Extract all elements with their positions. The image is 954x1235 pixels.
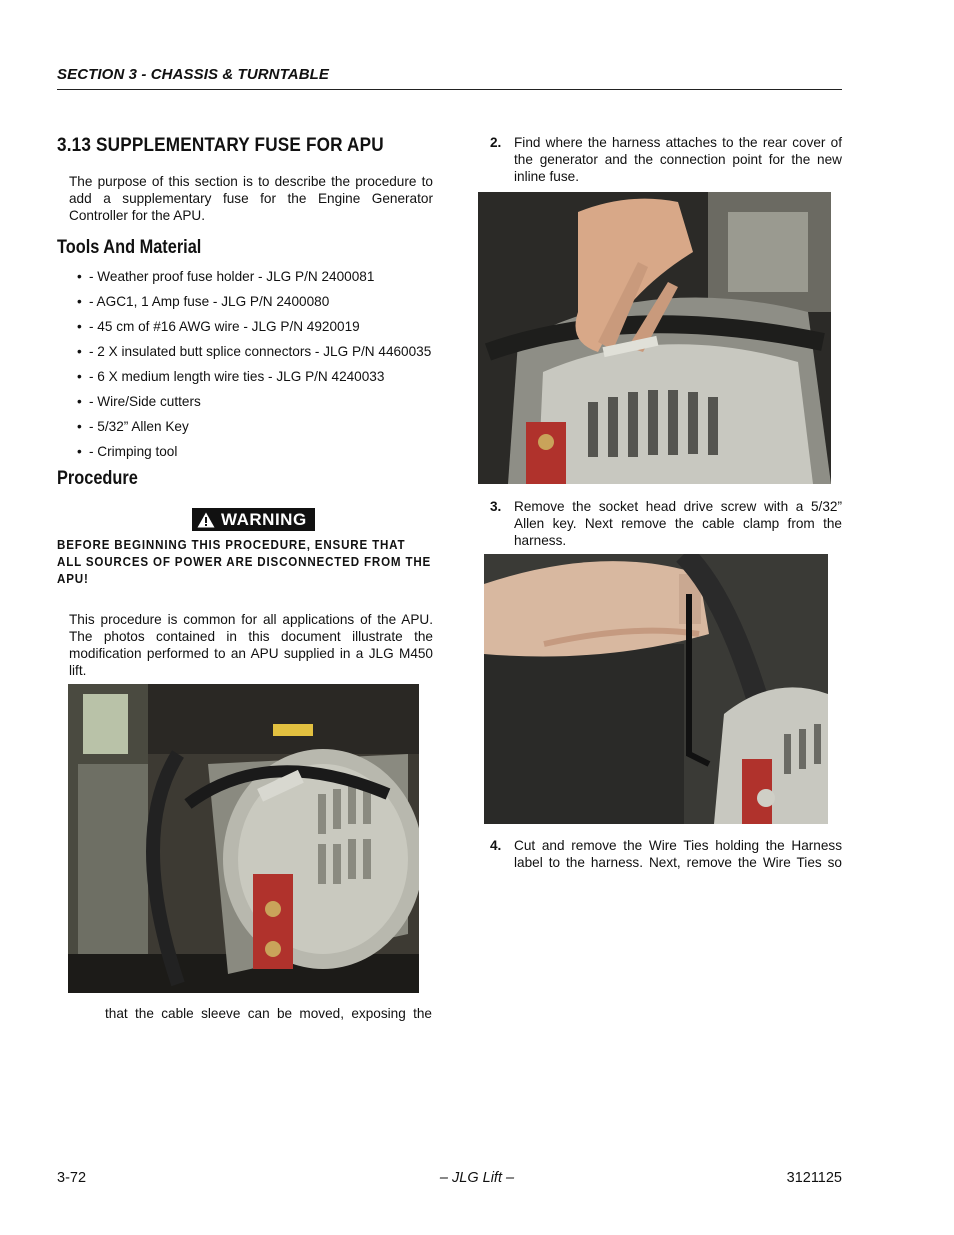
harness-attachment-photo-image xyxy=(478,192,831,484)
step-text: Cut and remove the Wire Ties holding the Harness label to the harness. Next, remove the Wire Ties so xyxy=(514,838,842,870)
list-item: • - 2 X insulated butt splice connectors - JLG P/N 4460035 xyxy=(77,343,433,360)
apu-rear-photo-image xyxy=(68,684,419,993)
photo-apu-rear xyxy=(68,684,419,993)
procedure-heading: Procedure xyxy=(57,468,138,489)
section-title: 3.13 SUPPLEMENTARY FUSE FOR APU xyxy=(57,134,384,156)
step-2 xyxy=(478,134,842,185)
continuation-text: that the cable sleeve can be moved, exposing the xyxy=(105,1006,432,1021)
list-item: • - Wire/Side cutters xyxy=(77,393,433,410)
list-item: • - AGC1, 1 Amp fuse - JLG P/N 2400080 xyxy=(77,293,433,310)
header-divider xyxy=(57,89,842,90)
warning-box xyxy=(57,508,433,533)
step-text: Remove the socket head drive screw with a 5/32” Allen key. Next remove the cable clamp from the harness. xyxy=(514,499,842,548)
allen-key-photo-image xyxy=(484,554,828,824)
step-4-block xyxy=(478,837,842,871)
warning-badge xyxy=(192,508,315,531)
right-column xyxy=(478,134,842,185)
intro-paragraph: The purpose of this section is to describe the procedure to add a supplementary fuse for the Engine Generator Controller for the APU. xyxy=(69,174,433,223)
warning-text: BEFORE BEGINNING THIS PROCEDURE, ENSURE THAT ALL SOURCES OF POWER ARE DISCONNECTED FROM THE APU! xyxy=(57,537,432,586)
step-number: 3. xyxy=(490,499,502,514)
tools-heading: Tools And Material xyxy=(57,237,202,258)
step-3 xyxy=(478,498,842,549)
list-item: • - Weather proof fuse holder - JLG P/N 2400081 xyxy=(77,268,433,285)
list-item: • - 6 X medium length wire ties - JLG P/N 4240033 xyxy=(77,368,433,385)
step-text: Find where the harness attaches to the rear cover of the generator and the connection point for the new inline fuse. xyxy=(514,135,842,184)
section-header: SECTION 3 - CHASSIS & TURNTABLE xyxy=(57,66,330,83)
photo-harness-attachment xyxy=(478,192,831,484)
step-3-block xyxy=(478,498,842,549)
warning-label: WARNING xyxy=(221,509,307,529)
tools-list xyxy=(57,268,433,460)
page-number: 3-72 xyxy=(57,1170,87,1186)
list-item: • - Crimping tool xyxy=(77,443,433,460)
list-item: • - 45 cm of #16 AWG wire - JLG P/N 4920019 xyxy=(77,318,433,335)
document-number: 3121125 xyxy=(786,1170,842,1186)
step-4 xyxy=(478,837,842,871)
photo-allen-key xyxy=(484,554,828,824)
step-number: 4. xyxy=(490,838,502,853)
procedure-note: This procedure is common for all applications of the APU. The photos contained in this document illustrate the modification performed to an APU supplied in a JLG M450 lift. xyxy=(69,611,433,678)
warning-triangle-icon xyxy=(197,512,215,528)
list-item: • - 5/32” Allen Key xyxy=(77,418,433,435)
footer-center: – JLG Lift – xyxy=(439,1170,515,1186)
step-number: 2. xyxy=(490,135,502,150)
left-column xyxy=(57,134,433,705)
